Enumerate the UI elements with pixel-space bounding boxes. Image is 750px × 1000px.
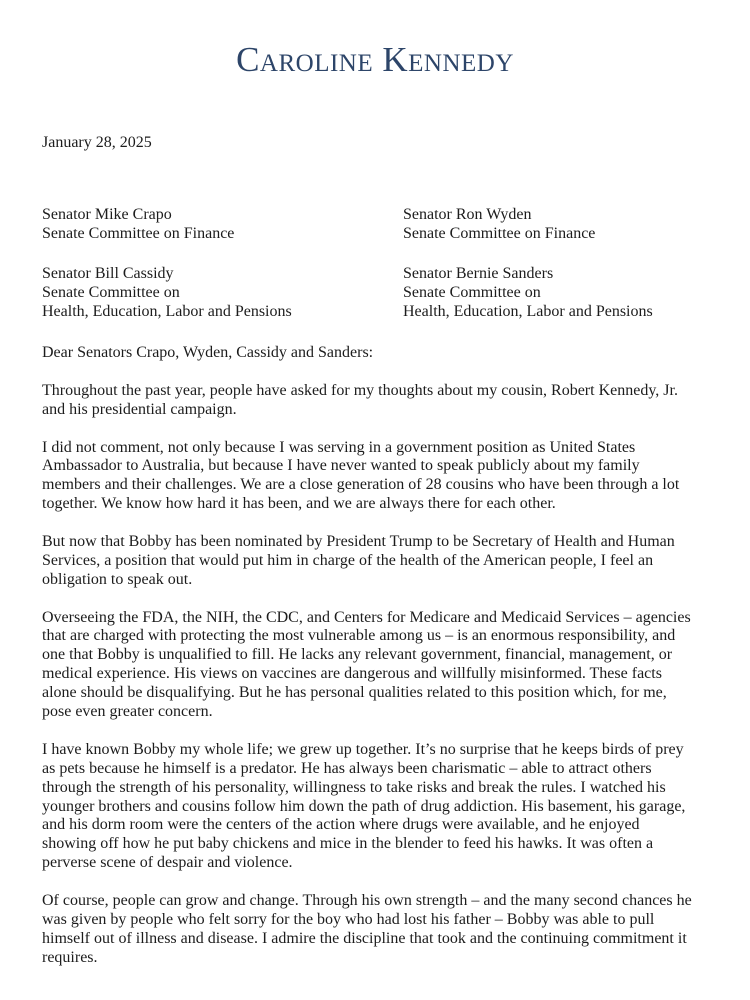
recipient-committee: Health, Education, Labor and Pensions	[403, 302, 653, 320]
recipient-committee: Health, Education, Labor and Pensions	[42, 302, 292, 320]
paragraph-line: obligation to speak out.	[42, 570, 193, 588]
paragraph-line: showing off how he put baby chickens and mice in the blender to feed his hawks. It was often a	[42, 835, 654, 853]
recipient-name: Senator Ron Wyden	[403, 206, 532, 223]
paragraph-line: Throughout the past year, people have asked for my thoughts about my cousin, Robert Kennedy, Jr.	[42, 381, 678, 399]
paragraph-line: one that Bobby is unqualified to fill. He lacks any relevant government, financial, management, or	[42, 646, 673, 664]
recipient-sanders	[403, 265, 653, 322]
paragraph-line: together. We know how hard it has been, and we are always there for each other.	[42, 495, 556, 513]
recipient-name: Senator Bernie Sanders	[403, 265, 554, 282]
paragraph-line: requires.	[42, 948, 98, 966]
recipient-crapo	[42, 206, 234, 244]
paragraph	[42, 892, 692, 968]
letterhead: Caroline Kennedy	[236, 40, 514, 79]
paragraph-line: that are charged with protecting the most vulnerable among us – is an enormous responsibility, and	[42, 627, 676, 645]
recipient-committee: Senate Committee on	[42, 283, 180, 301]
recipient-committee: Senate Committee on Finance	[42, 224, 235, 242]
paragraph-line: as pets because he himself is a predator. He has always been charismatic – able to attract others	[42, 759, 652, 777]
paragraph	[42, 382, 678, 420]
recipient-committee: Senate Committee on	[403, 283, 541, 301]
salutation: Dear Senators Crapo, Wyden, Cassidy and Sanders:	[42, 344, 374, 361]
letter-date: January 28, 2025	[42, 134, 152, 151]
paragraph-line: pose even greater concern.	[42, 703, 213, 721]
recipient-wyden	[403, 206, 595, 244]
recipient-cassidy	[42, 265, 292, 322]
paragraph	[42, 741, 685, 873]
paragraph-line: perverse scene of despair and violence.	[42, 854, 293, 872]
paragraph-line: through the strength of his personality, willingness to take risks and break the rules. I watched his	[42, 778, 666, 796]
paragraph-line: But now that Bobby has been nominated by President Trump to be Secretary of Health and Human	[42, 533, 675, 550]
paragraph-line: I did not comment, not only because I was serving in a government position as United States	[42, 438, 636, 456]
recipient-committee: Senate Committee on Finance	[403, 224, 596, 242]
paragraph-line: Overseeing the FDA, the NIH, the CDC, and Centers for Medicare and Medicaid Services – agencies	[42, 608, 691, 626]
paragraph-line: Services, a position that would put him in charge of the health of the American people, I feel an	[42, 551, 654, 569]
paragraph-line: younger brothers and cousins follow him down the path of drug addiction. His basement, his garage,	[42, 797, 686, 815]
paragraph-line: Ambassador to Australia, but because I have never wanted to speak publicly about my family	[42, 457, 640, 475]
recipient-name: Senator Mike Crapo	[42, 206, 172, 223]
paragraph	[42, 609, 691, 722]
paragraph-line: alone should be disqualifying. But he has personal qualities related to this position which, for me,	[42, 684, 667, 702]
paragraph-line: Of course, people can grow and change. Through his own strength – and the many second chances he	[42, 892, 692, 910]
recipient-name: Senator Bill Cassidy	[42, 265, 174, 282]
paragraph-line: and his dorm room were the centers of the action where drugs were available, and he enjoyed	[42, 816, 640, 834]
paragraph-line: himself out of illness and disease. I admire the discipline that took and the continuing commitment it	[42, 929, 687, 947]
paragraph-line: I have known Bobby my whole life; we grew up together. It’s no surprise that he keeps birds of prey	[42, 740, 684, 758]
paragraph-line: medical experience. His views on vaccines are dangerous and willfully misinformed. These facts	[42, 665, 662, 683]
paragraph	[42, 533, 675, 590]
paragraph-line: was given by people who felt sorry for the boy who had lost his father – Bobby was able to pull	[42, 910, 655, 928]
paragraph-line: and his presidential campaign.	[42, 400, 237, 418]
paragraph-line: members and their challenges. We are a close generation of 28 cousins who have been through a lot	[42, 476, 680, 494]
paragraph	[42, 439, 679, 515]
